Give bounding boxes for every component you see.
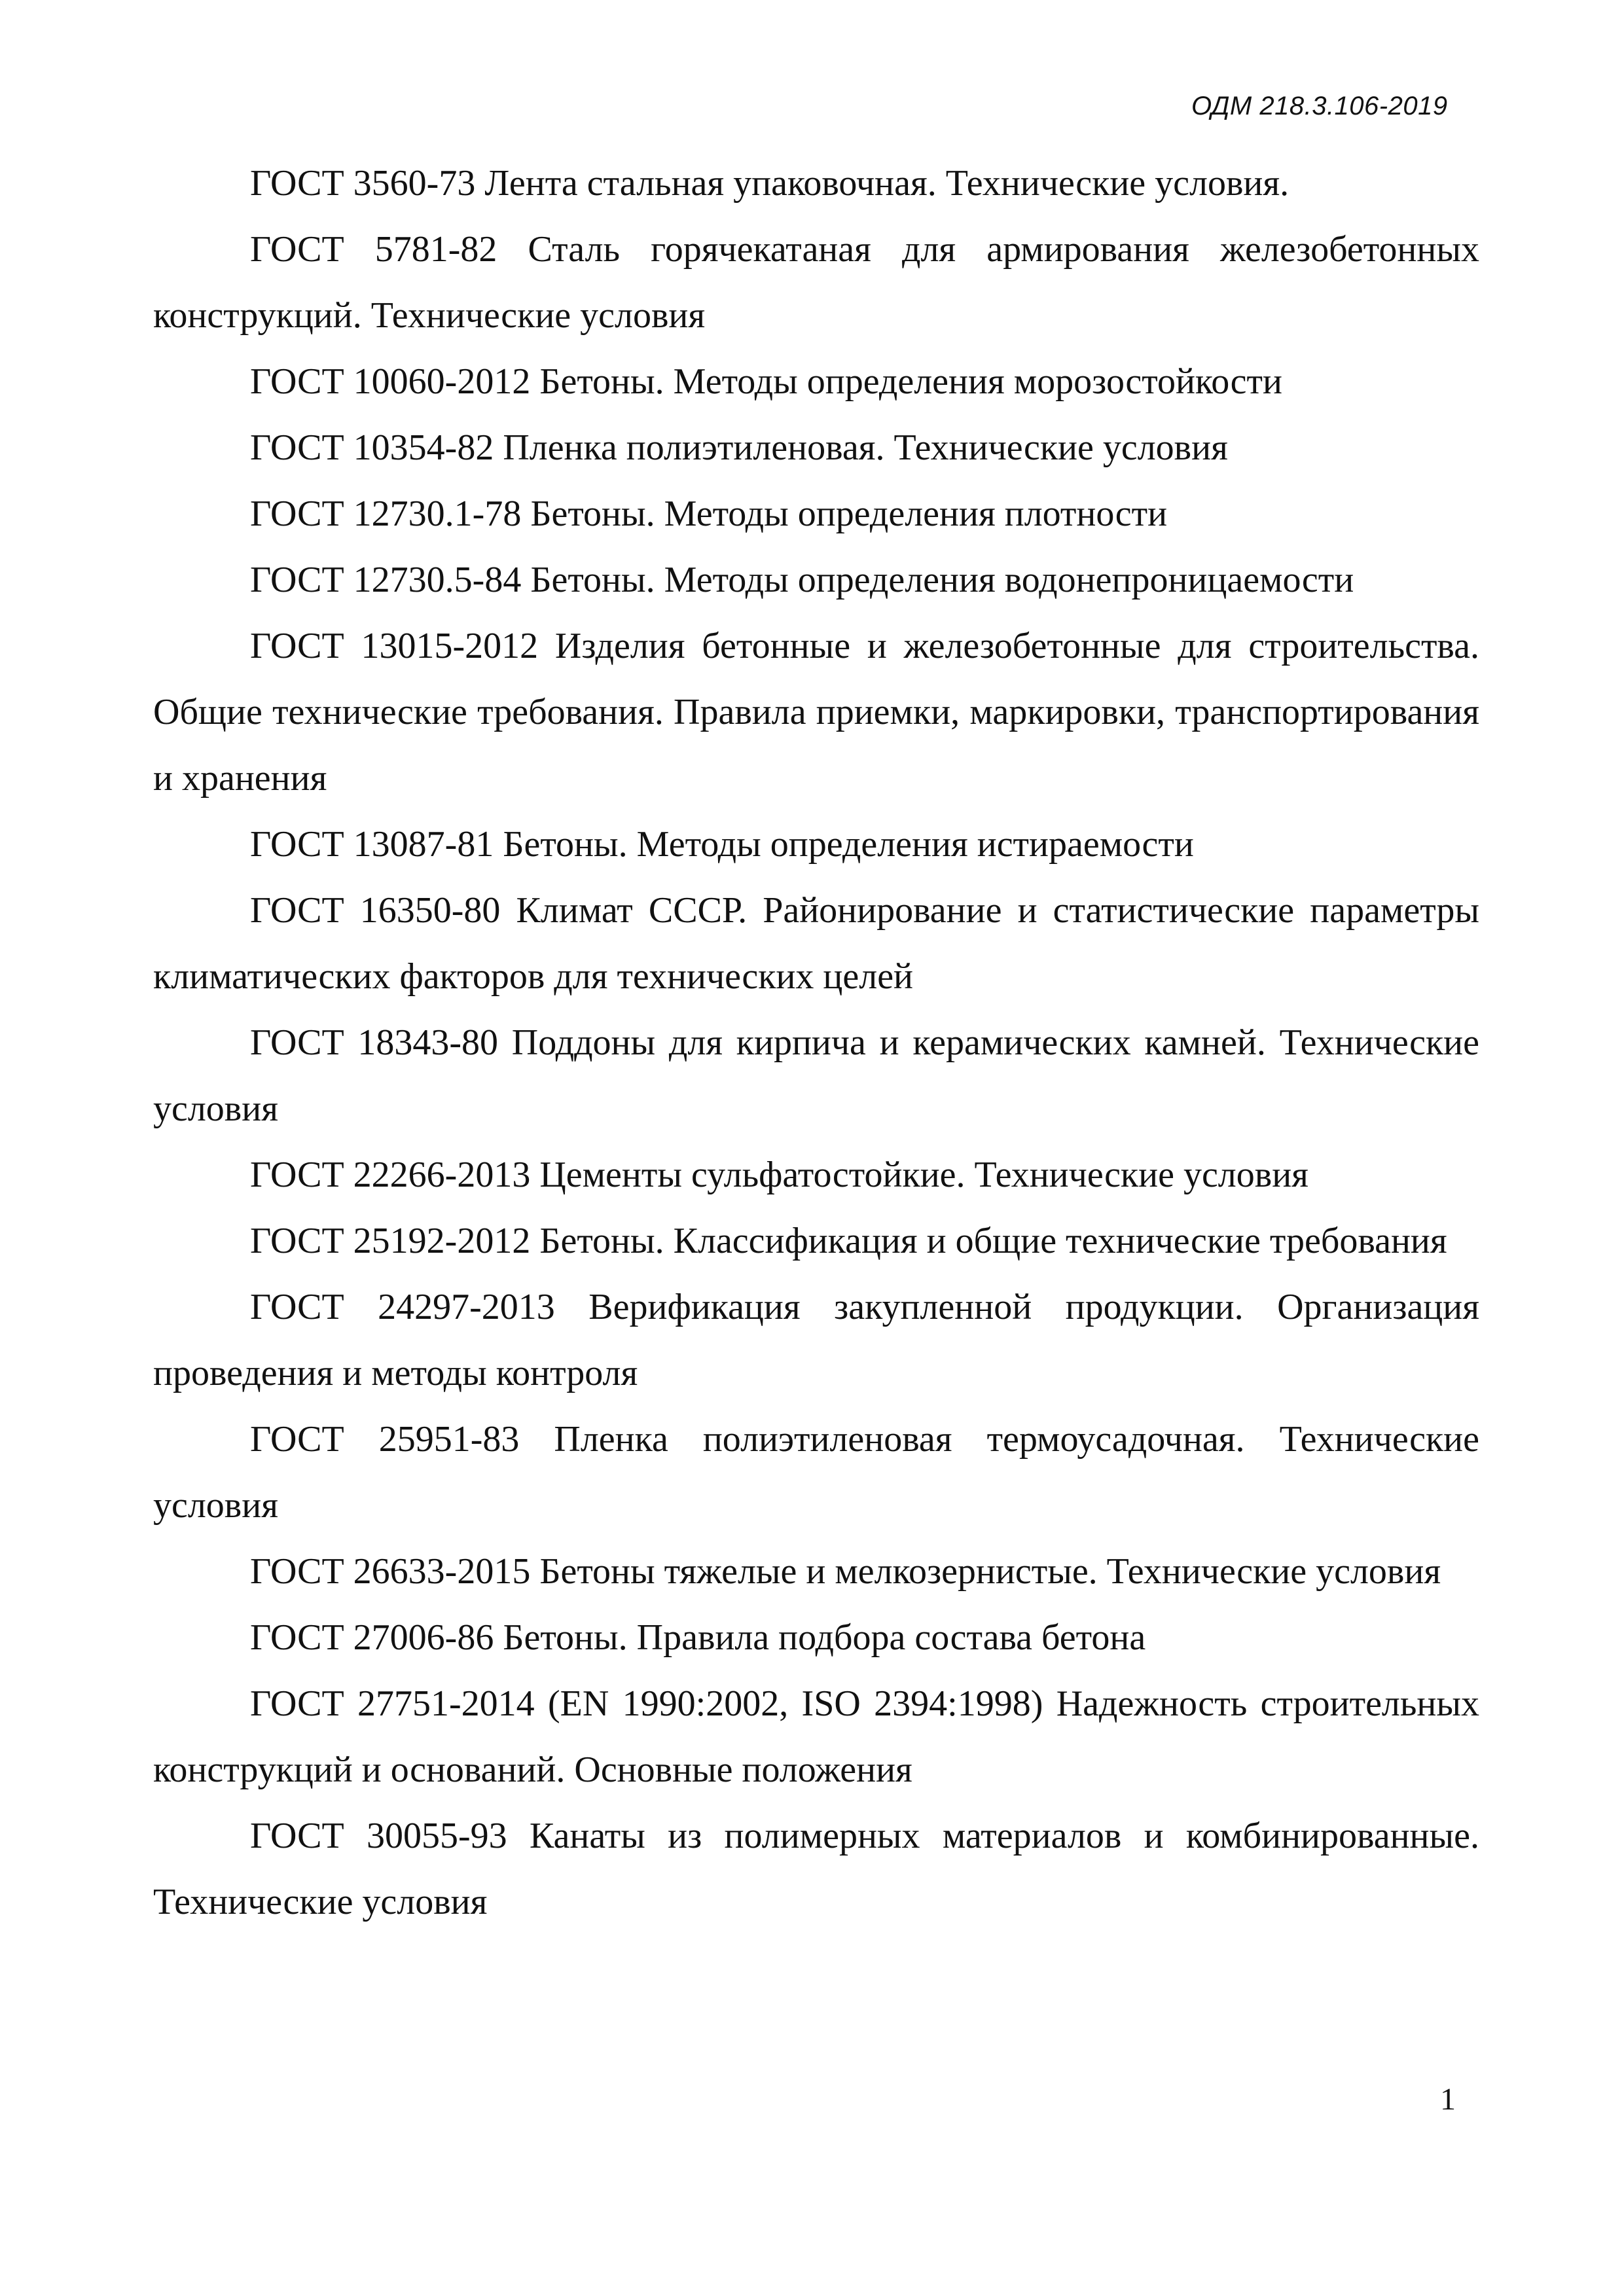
reference-item-gost-13015: ГОСТ 13015-2012 Изделия бетонные и железобетонные для строительства. Общие технические требования. Правила приемки, маркировки, транспортирования и хранения xyxy=(153,626,1479,798)
reference-item-gost-18343: ГОСТ 18343-80 Поддоны для кирпича и керамических камней. Технические условия xyxy=(153,1022,1479,1129)
reference-item-gost-22266: ГОСТ 22266-2013 Цементы сульфатостойкие. Технические условия xyxy=(250,1155,1308,1195)
reference-item-gost-25951: ГОСТ 25951-83 Пленка полиэтиленовая термоусадочная. Технические условия xyxy=(153,1419,1479,1526)
reference-item-gost-27006: ГОСТ 27006-86 Бетоны. Правила подбора состава бетона xyxy=(250,1617,1146,1658)
reference-item-gost-24297: ГОСТ 24297-2013 Верификация закупленной продукции. Организация проведения и методы контроля xyxy=(153,1287,1479,1393)
reference-item-gost-3560: ГОСТ 3560-73 Лента стальная упаковочная. Технические условия. xyxy=(250,163,1290,204)
reference-item-gost-12730-1: ГОСТ 12730.1-78 Бетоны. Методы определения плотности xyxy=(250,493,1168,534)
reference-item-gost-27751: ГОСТ 27751-2014 (EN 1990:2002, ISO 2394:1998) Надежность строительных конструкций и оснований. Основные положения xyxy=(153,1683,1479,1790)
normative-references-list xyxy=(153,151,1479,1935)
reference-item-gost-26633: ГОСТ 26633-2015 Бетоны тяжелые и мелкозернистые. Технические условия xyxy=(250,1551,1441,1592)
reference-item-gost-30055: ГОСТ 30055-93 Канаты из полимерных материалов и комбинированные. Технические условия xyxy=(153,1816,1479,1922)
reference-item-gost-13087: ГОСТ 13087-81 Бетоны. Методы определения истираемости xyxy=(250,824,1194,865)
reference-item-gost-10354: ГОСТ 10354-82 Пленка полиэтиленовая. Технические условия xyxy=(250,427,1228,468)
reference-item-gost-25192: ГОСТ 25192-2012 Бетоны. Классификация и общие технические требования xyxy=(250,1221,1447,1261)
reference-item-gost-16350: ГОСТ 16350-80 Климат СССР. Районирование и статистические параметры климатических факторов для технических целей xyxy=(153,890,1479,997)
reference-item-gost-12730-5: ГОСТ 12730.5-84 Бетоны. Методы определения водонепроницаемости xyxy=(250,560,1354,600)
reference-item-gost-5781: ГОСТ 5781-82 Сталь горячекатаная для армирования железобетонных конструкций. Технические условия xyxy=(153,229,1479,336)
document-code-header: ОДМ 218.3.106-2019 xyxy=(1191,92,1448,120)
page-number: 1 xyxy=(1440,2082,1456,2117)
reference-item-gost-10060: ГОСТ 10060-2012 Бетоны. Методы определения морозостойкости xyxy=(250,361,1282,402)
